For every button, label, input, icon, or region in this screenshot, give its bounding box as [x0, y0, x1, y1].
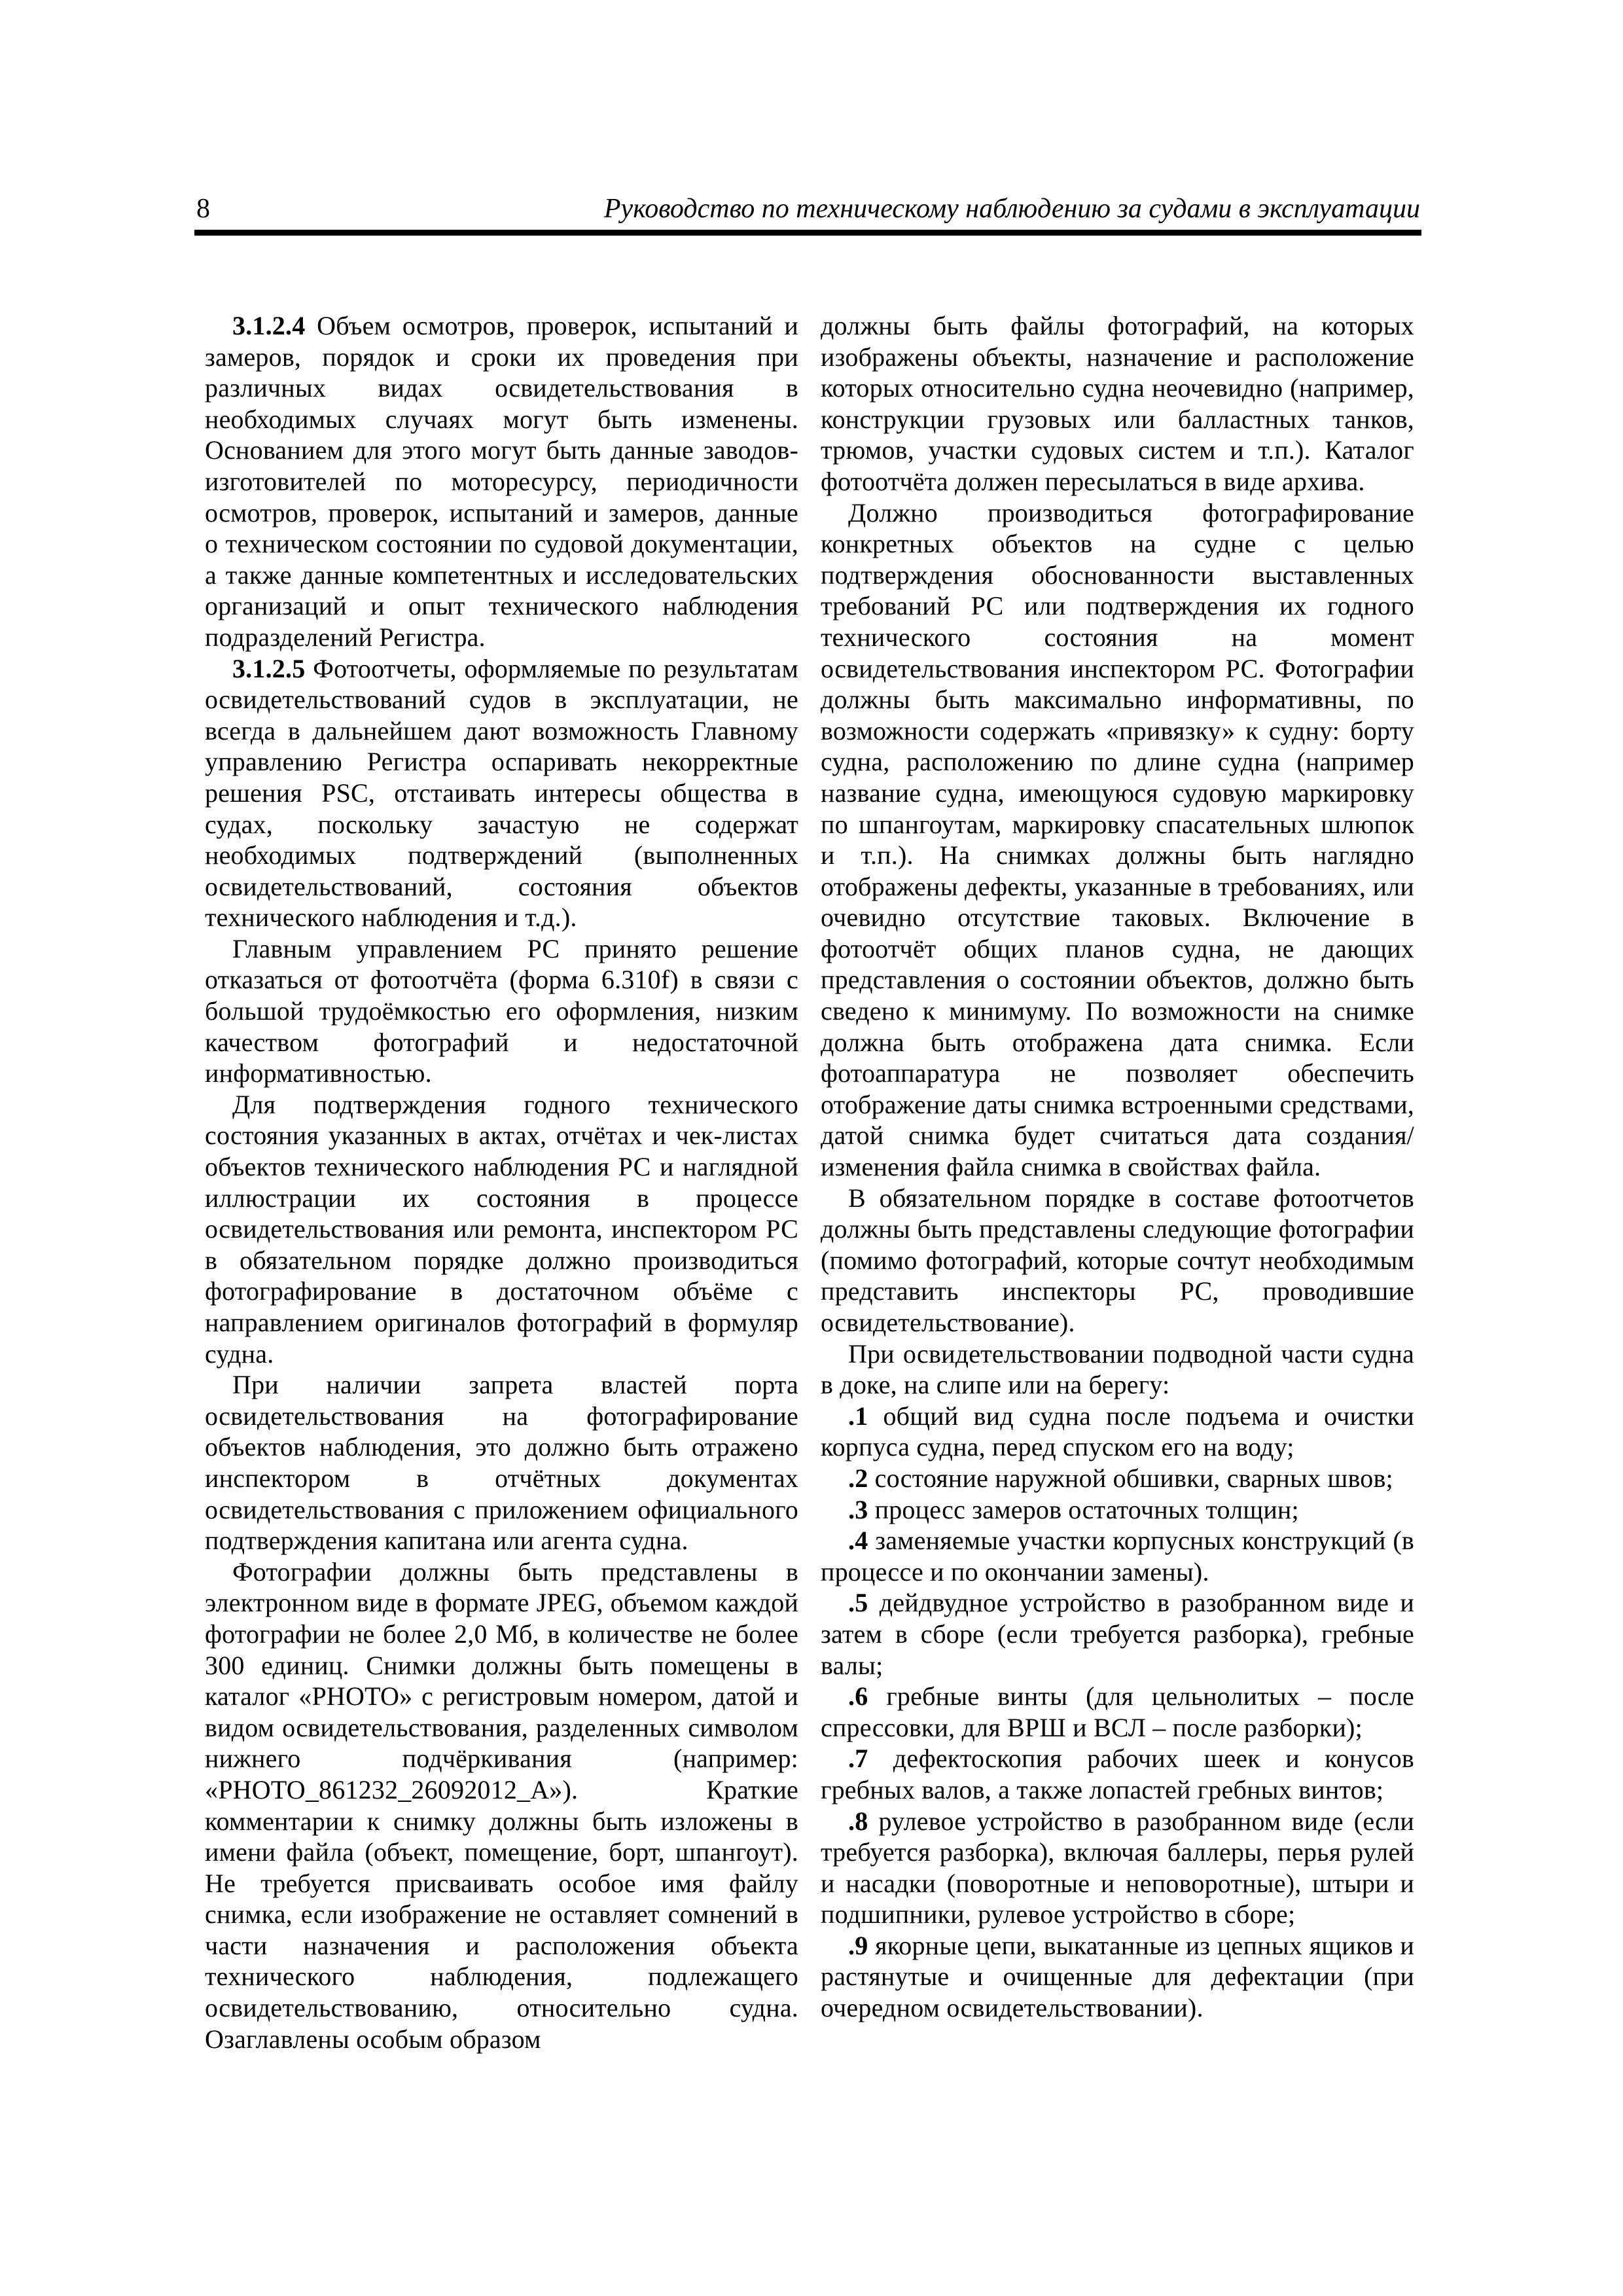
paragraph-text: Фотоотчеты, оформляемые по результатам освидетельствований судов в эксплуатации, не всегда в дальнейшем дают возможность Главному управлению Регистра оспаривать некорректные решения PSC, отстаивать интересы общества в судах, поскольку зачастую не содержат необходимых подтверждений (выполненных освидетельствований, состояния объектов технического наблюдения и т.д.). [205, 653, 798, 933]
list-item [821, 1463, 1414, 1494]
right-column [821, 310, 1414, 2054]
paragraph [205, 1369, 798, 1556]
paragraph-number: 3.1.2.4 [232, 311, 317, 340]
paragraph-number: 3.1.2.5 [232, 653, 313, 683]
paragraph-text: В обязательном порядке в составе фотоотчетов должны быть представлены следующие фотографии (помимо фотографий, которые сочтут необходимым представить инспекторы РС, проводившие освидетельствование). [821, 1183, 1414, 1337]
paragraph [205, 653, 798, 933]
list-item [821, 1743, 1414, 1805]
left-column [205, 310, 798, 2054]
paragraph-text: При наличии запрета властей порта освидетельствования на фотографирование объектов наблюдения, это должно быть отражено инспектором в отчётных документах освидетельствования с приложением официального подтверждения капитана или агента судна. [205, 1370, 798, 1556]
list-item-text: якорные цепи, выкатанные из цепных ящиков и растянутые и очищенные для дефектации (при очередном освидетельствовании). [821, 1930, 1414, 2023]
list-item-number: .4 [848, 1526, 876, 1556]
paragraph-text: Объем осмотров, проверок, испытаний и замеров, порядок и сроки их проведения при различных видах освидетельствования в необходимых случаях могут быть изменены. Основанием для этого могут быть данные заводов-изготовителей по моторесурсу, периодичности осмотров, проверок, испытаний и замеров, данные о техническом состоянии по судовой документации, а также данные компетентных и исследовательских организаций и опыт технического наблюдения подразделений Регистра. [205, 311, 798, 652]
text-columns [205, 310, 1414, 2054]
paragraph-text: Должно производиться фотографирование конкретных объектов на судне с целью подтверждения обоснованности выставленных требований РС или подтверждения их годного технического состояния на момент освидетельствования инспектором РС. Фотографии должны быть максимально информативны, по возможности содержать «привязку» к судну: борту судна, расположению по длине судна (например название судна, имеющуюся судовую маркировку по шпангоутам, маркировку спасательных шлюпок и т.п.). На снимках должны быть наглядно отображены дефекты, указанные в требованиях, или очевидно отсутствие таковых. Включение в фотоотчёт общих планов судна, не дающих представления о состоянии объектов, должно быть сведено к минимуму. По возможности на снимке должна быть отображена дата снимка. Если фотоаппаратура не позволяет обеспечить отображение даты снимка встроенными средствами, датой снимка будет считаться дата создания/изменения файла снимка в свойствах файла. [821, 497, 1414, 1182]
list-item-number: .6 [848, 1681, 887, 1712]
list-item-number: .7 [848, 1744, 893, 1774]
list-item [821, 1930, 1414, 2024]
header-rule [194, 230, 1421, 236]
paragraph-text: Фотографии должны быть представлены в электронном виде в формате JPEG, объемом каждой фотографии не более 2,0 Мб, в количестве не более 300 единиц. Снимки должны быть помещены в каталог «PHOTO» с регистровым номером, датой и видом освидетельствования, разделенных символом нижнего подчёркивания (например: «PHOTO_861232_26092012_А»). Краткие комментарии к снимку должны быть изложены в имени файла (объект, помещение, борт, шпангоут). Не требуется присваивать особое имя файлу снимка, если изображение не оставляет сомнений в части назначения и расположения объекта технического наблюдения, подлежащего освидетельствованию, относительно судна. Озаглавлены особым образом [205, 1556, 798, 2054]
list-item-text: общий вид судна после подъема и очистки корпуса судна, перед спуском его на воду; [821, 1401, 1414, 1462]
list-item-text: рулевое устройство в разобранном виде (если требуется разборка), включая баллеры, перья рулей и насадки (поворотные и неповоротные), штыри и подшипники, рулевое устройство в сборе; [821, 1806, 1414, 1929]
list-item-text: заменяемые участки корпусных конструкций (в процессе и по окончании замены). [821, 1526, 1414, 1587]
paragraph-text: Главным управлением РС принято решение отказаться от фотоотчёта (форма 6.310f) в связи с большой трудоёмкостью его оформления, низким качеством фотографий и недостаточной информативностью. [205, 933, 798, 1088]
list-item-number: .9 [848, 1930, 876, 1960]
paragraph [821, 310, 1414, 497]
page-header [196, 194, 1420, 224]
paragraph-text: Для подтверждения годного технического состояния указанных в актах, отчётах и чек-листах объектов технического наблюдения РС и наглядной иллюстрации их состояния в процессе освидетельствования или ремонта, инспектором РС в обязательном порядке должно производиться фотографирование в достаточном объёме с направлением оригиналов фотографий в формуляр судна. [205, 1089, 798, 1369]
paragraph [821, 497, 1414, 1183]
paragraph-text: должны быть файлы фотографий, на которых изображены объекты, назначение и расположение которых относительно судна неочевидно (например, конструкции грузовых или балластных танков, трюмов, участки судовых систем и т.п.). Каталог фотоотчёта должен пересылаться в виде архива. [821, 311, 1414, 496]
list-item-number: .1 [848, 1401, 883, 1431]
list-item-text: состояние наружной обшивки, сварных швов; [874, 1463, 1393, 1493]
paragraph [821, 1183, 1414, 1338]
list-item-number: .3 [848, 1494, 875, 1524]
list-item [821, 1401, 1414, 1463]
list-item [821, 1806, 1414, 1930]
list-item-number: .2 [848, 1463, 875, 1493]
paragraph [205, 310, 798, 653]
page-number: 8 [196, 194, 210, 224]
list-item [821, 1525, 1414, 1587]
list-item [821, 1587, 1414, 1681]
paragraph [205, 1556, 798, 2055]
running-head-title: Руководство по техническому наблюдению за судами в эксплуатации [603, 194, 1420, 224]
paragraph-text: При освидетельствовании подводной части судна в доке, на слипе или на берегу: [821, 1338, 1414, 1400]
list-item-text: дейдвудное устройство в разобранном виде и затем в сборе (если требуется разборка), гребные валы; [821, 1588, 1414, 1680]
list-item [821, 1681, 1414, 1743]
paragraph [821, 1338, 1414, 1401]
list-item-text: гребные винты (для цельнолитых – после спрессовки, для ВРШ и ВСЛ – после разборки); [821, 1681, 1414, 1742]
paragraph [205, 1089, 798, 1369]
list-item [821, 1494, 1414, 1526]
list-item-number: .8 [848, 1806, 879, 1836]
list-item-text: дефектоскопия рабочих шеек и конусов гребных валов, а также лопастей гребных винтов; [821, 1744, 1414, 1804]
list-item-number: .5 [848, 1588, 880, 1618]
paragraph [205, 933, 798, 1089]
list-item-text: процесс замеров остаточных толщин; [874, 1494, 1299, 1524]
